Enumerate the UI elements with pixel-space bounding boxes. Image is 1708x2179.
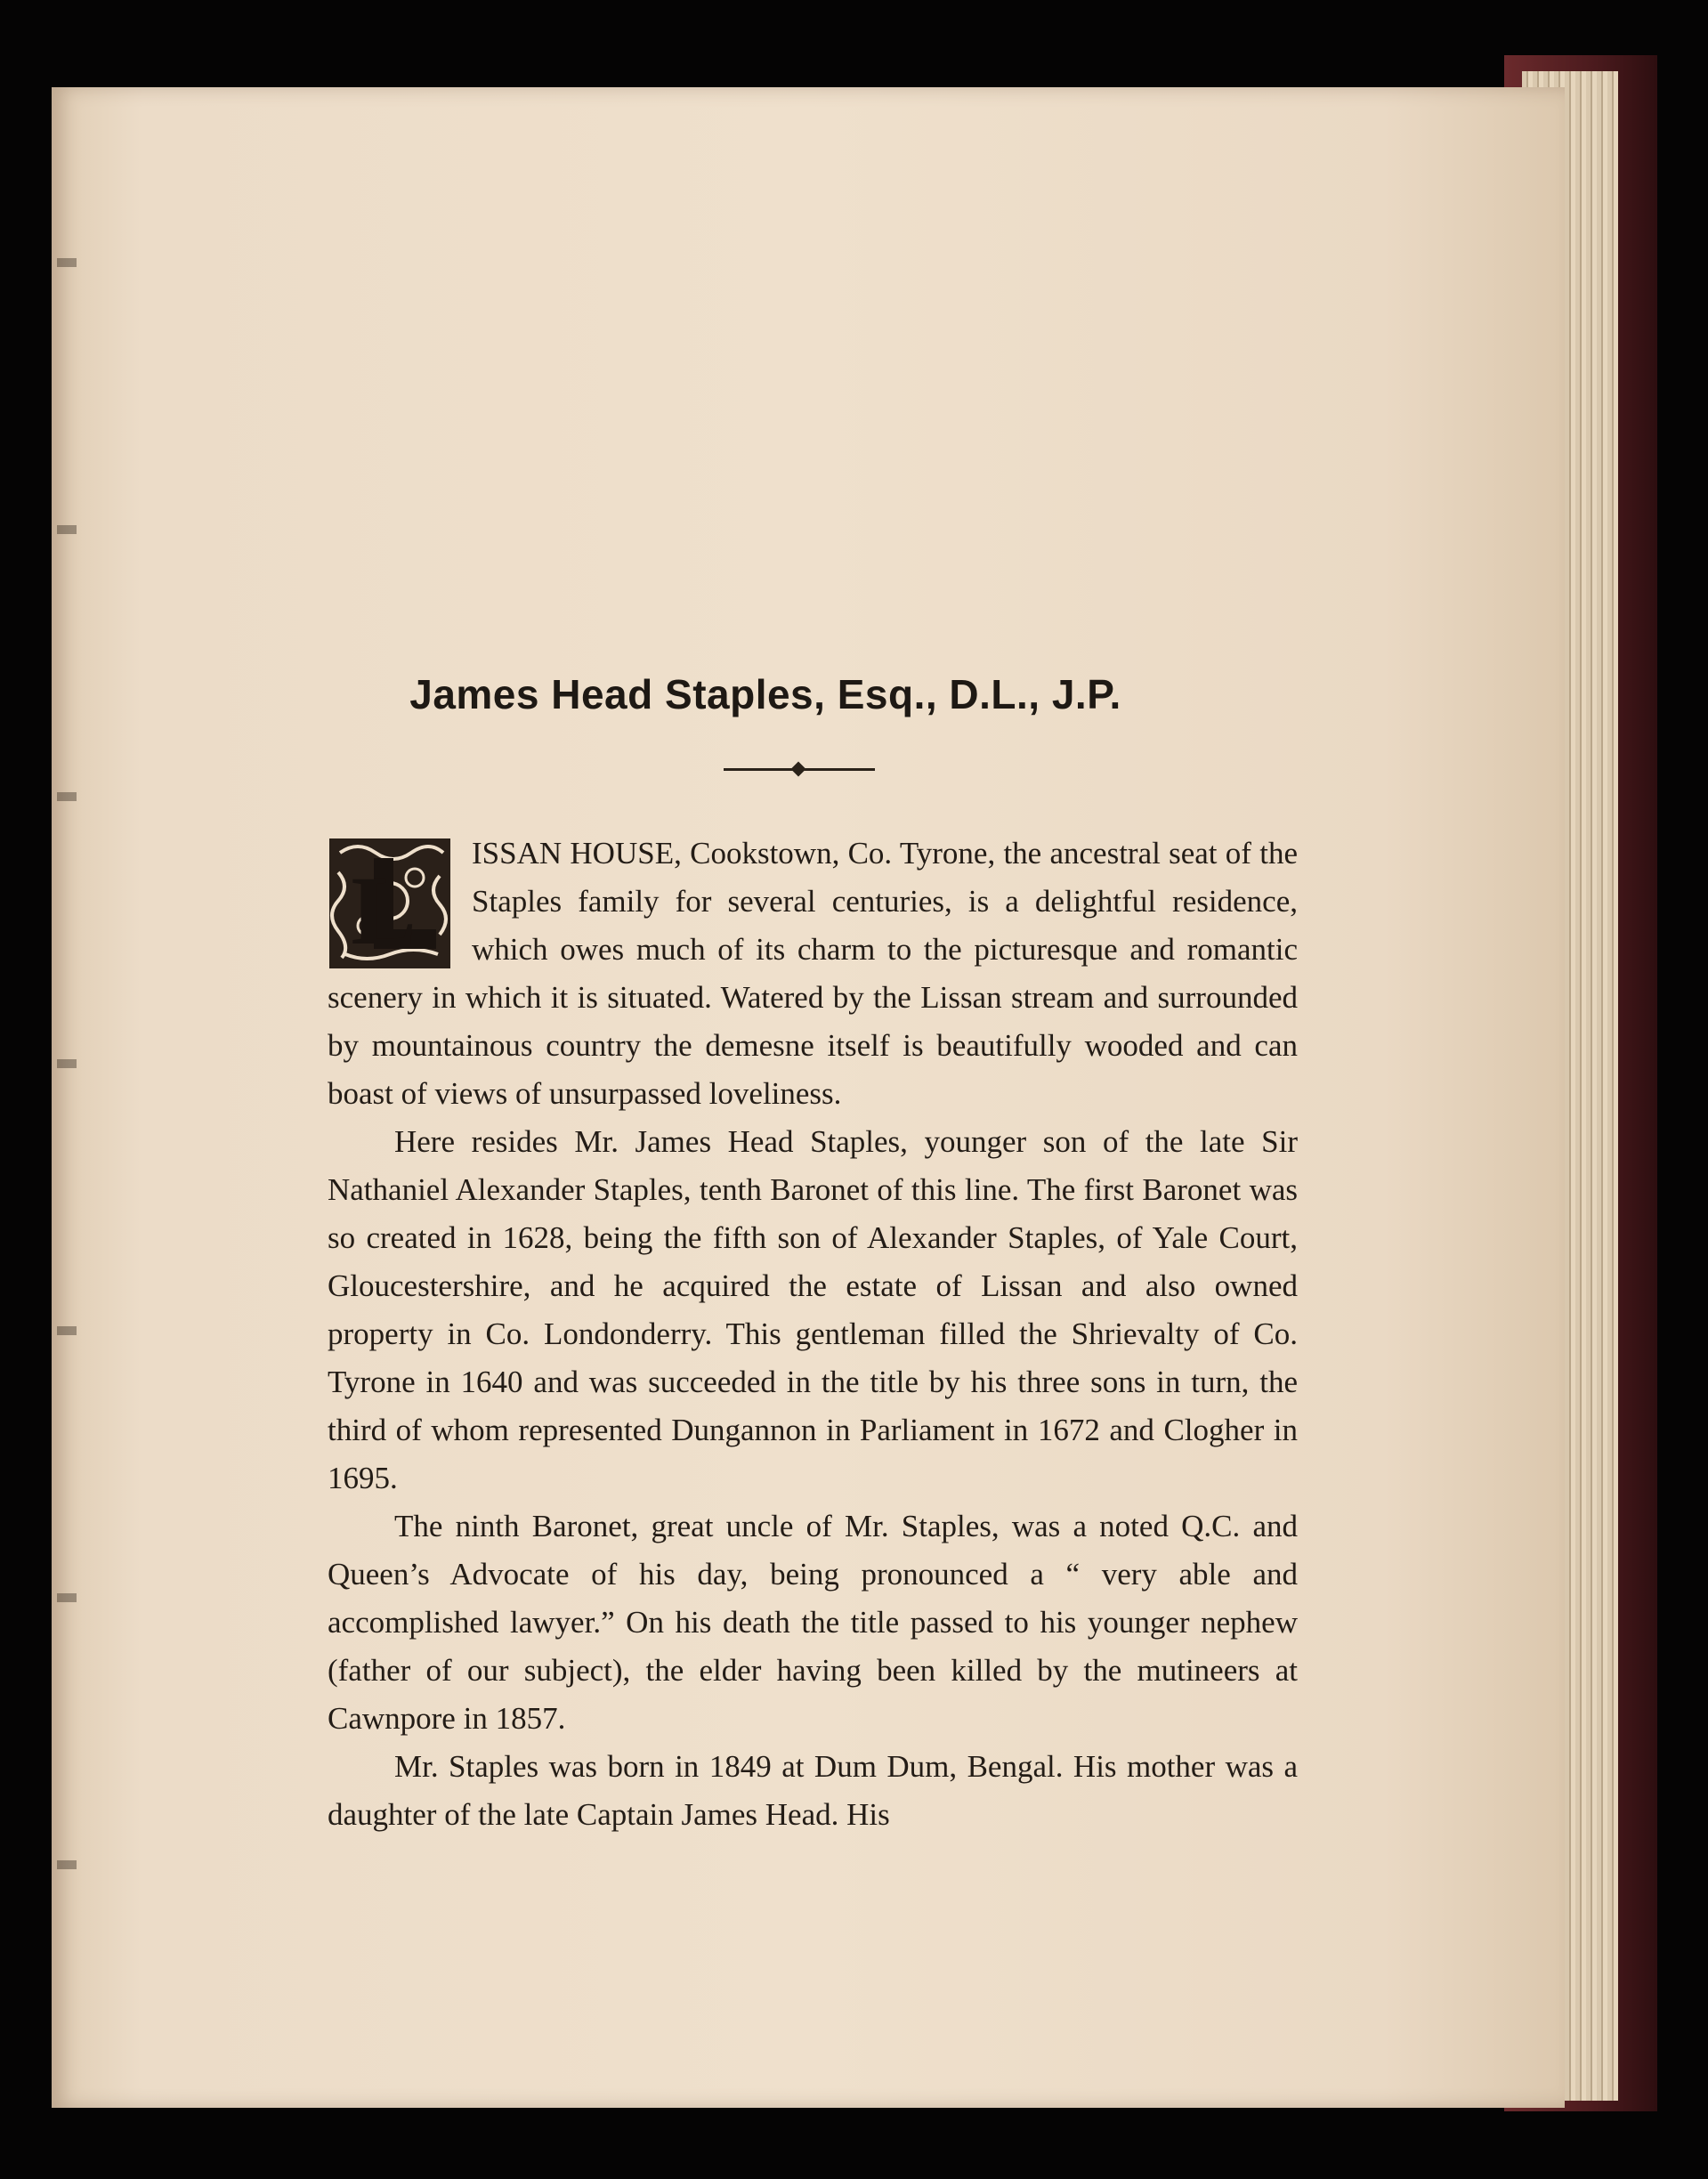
paragraph-3: The ninth Baronet, great uncle of Mr. Staples, was a noted Q.C. and Queen’s Advocate of his day, being pronounced a “ very able and accomplished lawyer.” On his death the title passed to his younger nephew (father of our subject), the elder having been killed by the mutineers at Cawnpore in 1857.: [328, 1509, 1298, 1736]
ornamental-divider: [724, 764, 875, 774]
article-body: [328, 830, 1298, 1839]
page-title: James Head Staples, Esq., D.L., J.P.: [409, 670, 1121, 717]
binding-stitch-marks: [57, 125, 77, 2083]
svg-text:L: L: [351, 856, 417, 965]
paragraph-1: [328, 830, 1298, 1118]
drop-cap-ornament: [328, 837, 452, 970]
paragraph-4: Mr. Staples was born in 1849 at Dum Dum, Bengal. His mother was a daughter of the late Captain James Head. His: [328, 1749, 1298, 1832]
paragraph-2: Here resides Mr. James Head Staples, younger son of the late Sir Nathaniel Alexander Staples, tenth Baronet of this line. The first Baronet was so created in 1628, being the fifth son of Alexander Staples, of Yale Court, Gloucestershire, and he acquired the estate of Lissan and also owned property in Co. Londonderry. This gentleman filled the Shrievalty of Co. Tyrone in 1640 and was succeeded in the title by his three sons in turn, the third of whom represented Dungannon in Parliament in 1672 and Clogher in 1695.: [328, 1124, 1298, 1495]
paragraph-1-text: ISSAN HOUSE, Cookstown, Co. Tyrone, the ancestral seat of the Staples family for several centuries, is a delightful residence, which owes much of its charm to the picturesque and romantic scenery in which it is situated. Watered by the Lissan stream and surrounded by mountainous country the demesne itself is beautifully wooded and can boast of views of unsurpassed loveliness.: [328, 836, 1298, 1111]
